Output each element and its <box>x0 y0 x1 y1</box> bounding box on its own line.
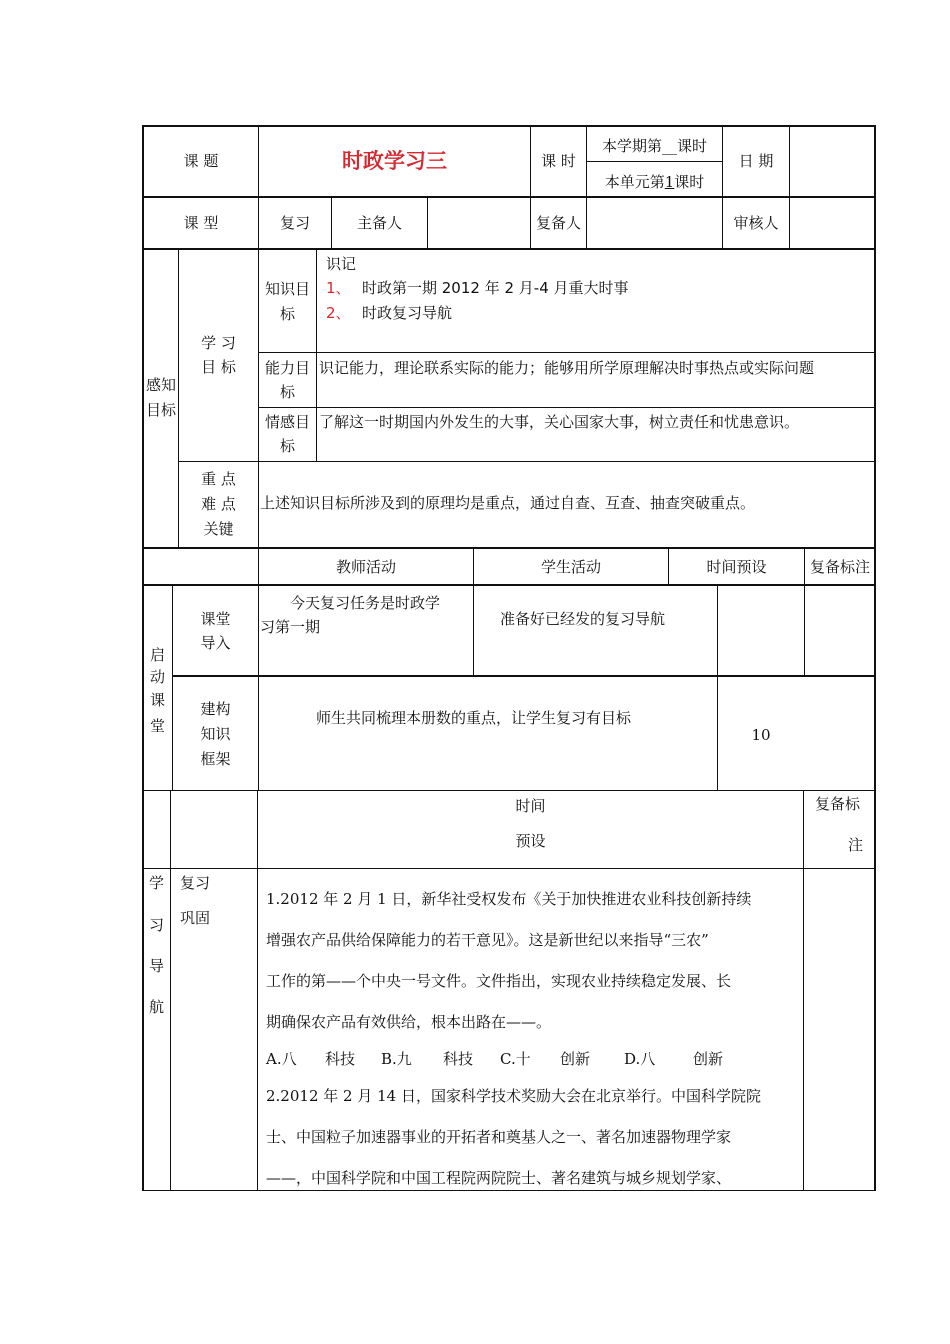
key-point-label-2: 难 点 <box>201 495 236 513</box>
build-label-3: 框架 <box>200 750 231 768</box>
knowledge-item-1-num: 1、 <box>326 279 351 297</box>
q1-line: 增强农产品供给保障能力的若干意见》。这是新世纪以来指导“三农” <box>266 931 709 949</box>
emotion-goal-label-2: 标 <box>279 437 295 455</box>
knowledge-heading: 识记 <box>326 255 357 273</box>
start-char-4: 堂 <box>149 717 165 735</box>
option-d-letter: D.八 <box>624 1050 656 1068</box>
key-point-label-1: 重 点 <box>201 470 236 488</box>
perception-goal-label-1: 感知 <box>145 376 176 394</box>
lead-author-label: 主备人 <box>356 214 402 232</box>
type-value: 复习 <box>279 214 310 232</box>
reviewer-label: 审核人 <box>733 214 779 232</box>
start-char-1: 启 <box>149 646 165 664</box>
q1-line: 工作的第——个中央一号文件。文件指出，实现农业持续稳定发展、长 <box>266 972 732 990</box>
guide-mark-label-1: 复备标 <box>815 795 861 813</box>
guide-char-4: 航 <box>148 998 164 1016</box>
guide-char-2: 习 <box>148 916 164 934</box>
semester-period: 本学期第__课时 <box>601 137 707 155</box>
topic-label: 课 题 <box>183 152 219 170</box>
guide-char-3: 导 <box>148 957 164 975</box>
q1-line: 期确保农产品有效供给，根本出路在——。 <box>266 1013 552 1031</box>
key-point-text: 上述知识目标所涉及到的原理均是重点，通过自查、互查、抽查突破重点。 <box>260 494 756 512</box>
build-label-2: 知识 <box>200 725 231 743</box>
knowledge-goal-label-1: 知识目 <box>264 280 310 298</box>
perception-goal-label-2: 目标 <box>145 401 176 419</box>
type-label: 课 型 <box>183 214 219 232</box>
q2-line: ——，中国科学院和中国工程院两院院士、著名建筑与城乡规划学家、 <box>266 1169 732 1187</box>
start-char-3: 课 <box>149 691 165 709</box>
intro-label-1: 课堂 <box>200 610 231 628</box>
time-preset-header: 时间预设 <box>706 558 767 576</box>
option-b-letter: B.九 <box>381 1050 412 1068</box>
guide-time-label-1: 时间 <box>515 797 546 815</box>
teacher-activity-header: 教师活动 <box>335 558 396 576</box>
student-activity-header: 学生活动 <box>540 558 601 576</box>
option-c-text: 创新 <box>560 1050 591 1068</box>
intro-teacher-line-2: 习第一期 <box>260 618 321 636</box>
q1-line: 1.2012 年 2 月 1 日，新华社受权发布《关于加快推进农业科技创新持续 <box>266 890 752 908</box>
build-time: 10 <box>751 726 771 744</box>
knowledge-item-1: 时政第一期 2012 年 2 月-4 月重大时事 <box>362 279 629 297</box>
q2-line: 2.2012 年 2 月 14 日，国家科学技术奖励大会在北京举行。中国科学院院 <box>266 1087 761 1105</box>
study-goal-label-1: 学 习 <box>201 334 236 352</box>
emotion-goal-text: 了解这一时期国内外发生的大事，关心国家大事，树立责任和忧患意识。 <box>319 413 800 431</box>
date-label: 日 期 <box>738 152 774 170</box>
review-label-2: 巩固 <box>180 909 211 927</box>
build-label-1: 建构 <box>200 700 231 718</box>
option-c-letter: C.十 <box>500 1050 531 1068</box>
unit-period-suffix: 课时 <box>674 173 705 191</box>
review-label-1: 复习 <box>180 874 211 892</box>
build-text: 师生共同梳理本册数的重点，让学生复习有目标 <box>316 709 632 727</box>
ability-goal-text: 识记能力，理论联系实际的能力；能够用所学原理解决时事热点或实际问题 <box>319 359 815 377</box>
unit-period-prefix: 本单元第 <box>604 173 665 191</box>
option-a-text: 科技 <box>325 1050 356 1068</box>
guide-time-label-2: 预设 <box>515 832 546 850</box>
q2-line: 士、中国粒子加速器事业的开拓者和奠基人之一、著名加速器物理学家 <box>266 1128 732 1146</box>
ability-goal-label-2: 标 <box>279 383 295 401</box>
guide-char-1: 学 <box>148 874 164 892</box>
study-goal-label-2: 目 标 <box>201 358 236 376</box>
start-char-2: 动 <box>149 668 165 686</box>
intro-label-2: 导入 <box>200 634 231 652</box>
key-point-label-3: 关键 <box>203 520 234 538</box>
emotion-goal-label-1: 情感目 <box>264 413 310 431</box>
option-d-text: 创新 <box>693 1050 724 1068</box>
knowledge-goal-label-2: 标 <box>279 305 295 323</box>
option-b-text: 科技 <box>443 1050 474 1068</box>
option-a-letter: A.八 <box>266 1050 297 1068</box>
intro-teacher-line-1: 今天复习任务是时政学 <box>290 594 441 612</box>
period-label: 课 时 <box>541 152 576 170</box>
knowledge-item-2-num: 2、 <box>326 304 351 322</box>
ability-goal-label-1: 能力目 <box>264 359 310 377</box>
revision-note-header: 复备标注 <box>809 558 870 576</box>
unit-period-number: 1 <box>664 173 675 191</box>
knowledge-item-2: 时政复习导航 <box>362 304 453 322</box>
guide-mark-label-2: 注 <box>848 836 864 854</box>
intro-student-text: 准备好已经发的复习导航 <box>500 610 666 628</box>
unit-period <box>587 173 722 193</box>
page-title: 时政学习三 <box>342 148 447 173</box>
co-author-label: 复备人 <box>535 214 581 232</box>
